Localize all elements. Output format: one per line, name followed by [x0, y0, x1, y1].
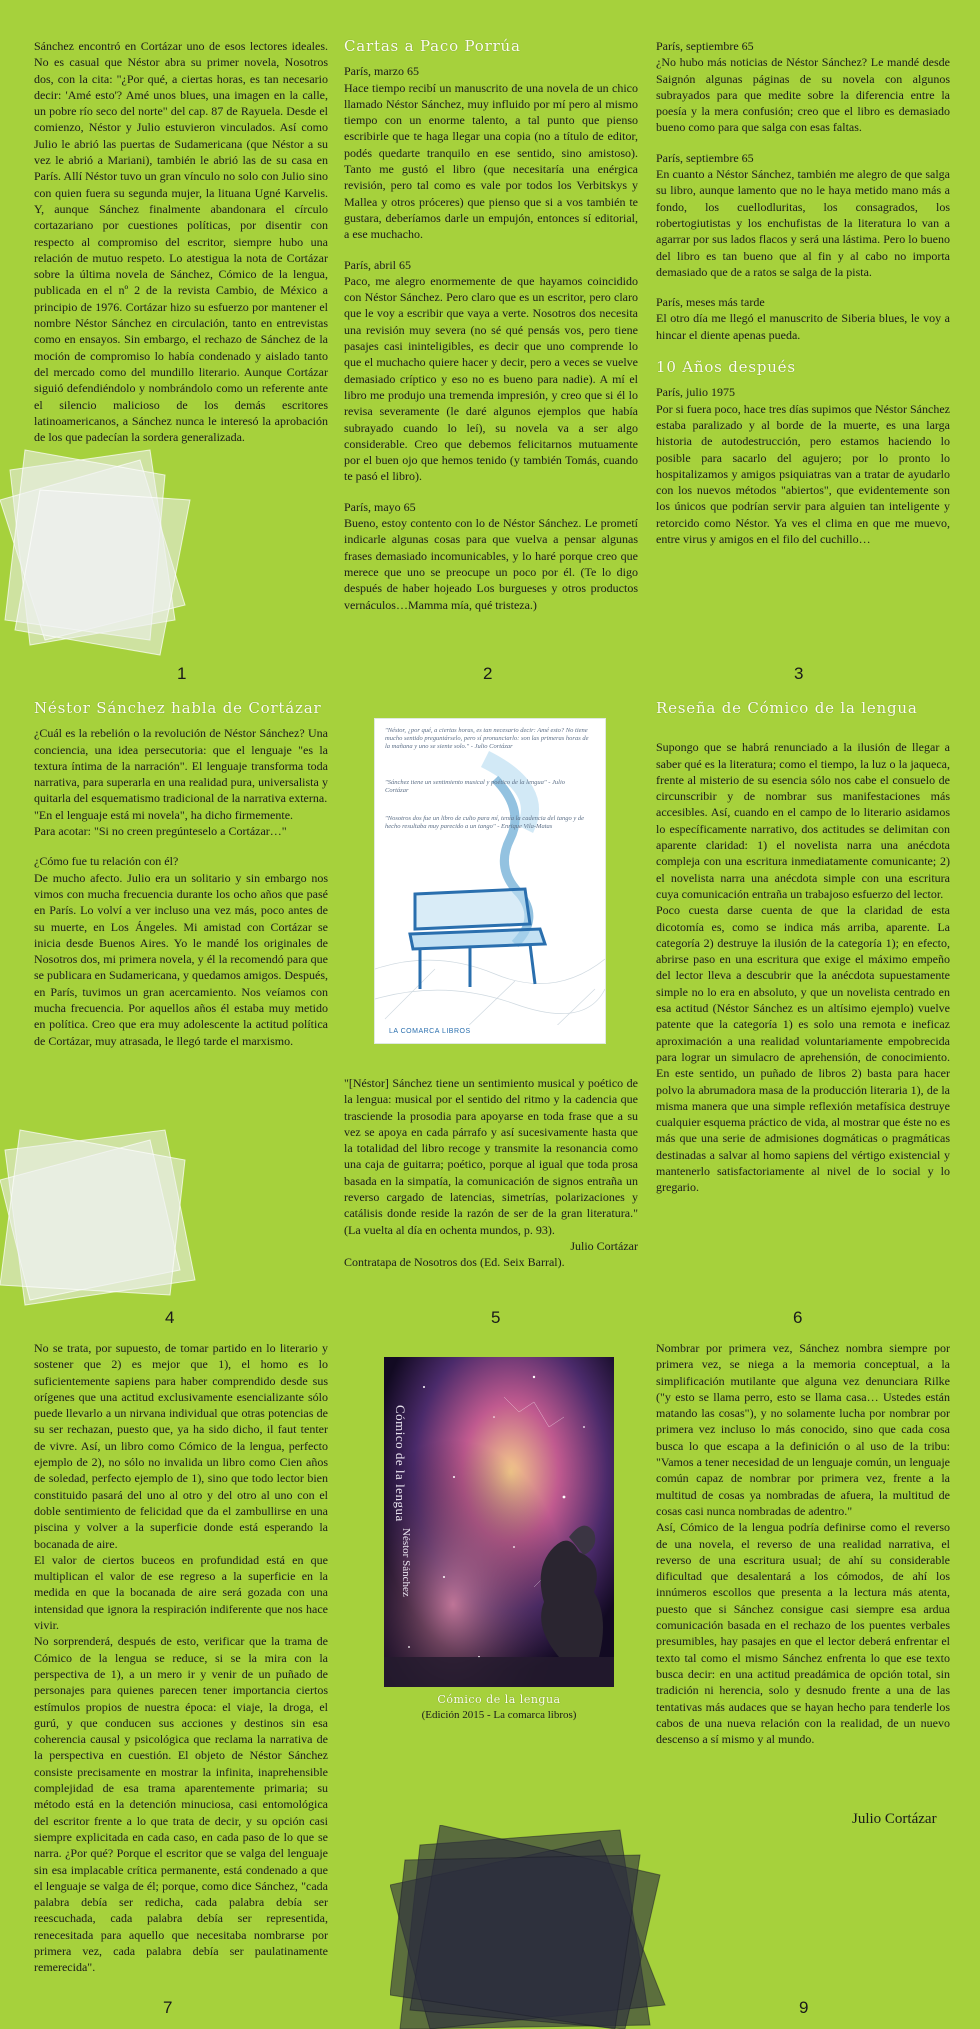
paragraph: El otro día me llegó el manuscrito de Siberia blues, le voy a hincar el diente apenas pueda.	[656, 311, 950, 342]
column-4-text	[34, 700, 328, 1049]
page-number: 3	[794, 664, 804, 683]
paragraph: ¿Cuál es la rebelión o la revolución de Néstor Sánchez? Una conciencia, una idea persecutoria: que el lenguaje "es la textura íntima de la narración". El lenguaje transforma toda narrativa, para superarla en una realidad pura, universalista y quitarla del esquematismo tradicional de la narrativa externa.	[34, 726, 328, 806]
paragraph: En cuanto a Néstor Sánchez, también me alegro de que salga su libro, aunque lamento que no le haya metido mano más a fondo, los cuellodluritas, los consagrados, los robertogiutistas y los enchufistas de la literatura lo van a agarrar por sus lados flacos y será una lástima. Pero lo bueno del libro es tan bueno que al fin y al cabo no importa demasiado que de a ratos se salga de la pista.	[656, 167, 950, 279]
paragraph: Nombrar por primera vez, Sánchez nombra siempre por primera vez, se niega a la memoria conceptual, a la simplificación mutilante que alguna vez denunciara Rilke ("y esto se llama perro, esto se llama casa… Ustedes están matando las cosas"), y no solamente lucha por nombrar por primera vez incluso lo más conocido, sino que cada cosa busca lo que escapa a la definición o al uso de la tribu: "Vamos a tener necesidad de un lenguaje común, un lenguaje común capaz de nombrar por primera vez, frente a la multitud de cosas ya nombradas de afuera, la multitud de cosas casi nunca nombradas de adentro."	[656, 1341, 950, 1518]
cover-quote: "Sánchez tiene un sentimiento musical y poético de la lengua" - Julio Cortázar	[385, 779, 566, 794]
signature: Julio Cortázar	[852, 1811, 937, 1827]
paragraph: París, marzo 65	[344, 64, 419, 79]
column-2-text	[344, 38, 638, 613]
paragraph: París, septiembre 65	[656, 150, 754, 165]
cover-caption-title: Cómico de la lengua	[437, 1693, 561, 1706]
column-5-text	[344, 1075, 638, 1271]
paragraph: "En el lenguaje está mi novela", ha dicho firmemente.	[34, 807, 294, 822]
paragraph: De mucho afecto. Julio era un solitario y sin embargo nos vimos con mucha frecuencia durante los ocho años que pasé en París. Lo volví a ver incluso una vez más, poco antes de su muerte, en Los Ángeles. Mi amistad con Cortázar se inicia desde Buenos Aires. Yo le mandé los originales de Nosotros dos, mi primera novela, y él la recomendó para que se publicara en Sudamericana, y quedamos amigos. Después, en París, tuvimos un gran acercamiento. Nos veíamos con mucha frecuencia. Por aquellos años él estaba muy metido en política. Creo que era muy adolescente la actitud política de Cortázar, muy atrasada, le llegó tarde el marxismo.	[34, 870, 328, 1048]
paragraph: ¿No hubo más noticias de Néstor Sánchez? Le mandé desde Saignón algunas páginas de su novela con algunos subrayados para que medite sobre la diferencia entre la poesía y la mera confusión; creo que el libro es demasiado bueno como para que salga con esas faltas.	[656, 55, 950, 135]
paragraph: París, meses más tarde	[656, 295, 765, 310]
paragraph: París, mayo 65	[344, 499, 416, 514]
paragraph: Sánchez encontró en Cortázar uno de esos lectores ideales. No es casual que Néstor abra su primer novela, Nosotros dos, con la cita: "¿Por qué, a ciertas horas, es tan necesario decir: 'Amé esto'? Amé unos blues, una imagen en la calle, un pobre río seco del norte" del cap. 87 de Rayuela. Desde el comienzo, Néstor y Julio estuvieron vinculados. Así como Julio le abrió las puertas de Sudamericana (que Néstor a su vez le abrió a Mariani), también le abrió las de su casa en París. Allí Néstor tuvo un gran vínculo no solo con Julio sino con quien fuera su segunda mujer, la lituana Ugné Karvelis. Y, aunque Sánchez finalmente abandonara el círculo cortazariano por cuestiones políticas, por disentir con respecto al compromiso del escritor, siempre hubo una relación de mutuo respeto. Lo atestigua la nota de Cortázar sobre la última novela de Sánchez, Cómico de la lengua, publicada en el nº 2 de la revista Cambio, de México a principio de 1976. Cortázar hizo su esfuerzo por mantener el nombre Néstor Sánchez en circulación, tanto en entrevistas como en ensayos. Sin embargo, el rechazo de Sánchez de la moción de compromiso lo había condenado y aislado tanto del mercado como del mundillo literario. Aunque Cortázar siguió defendiéndolo y nombrándolo como un referente ante el silencio malicioso de los demás escritores latinoamericanos, a Sánchez nunca le interesó la aprobación de los que padecían la sordera generalizada.	[34, 39, 328, 445]
paragraph: Poco cuesta darse cuenta de que la claridad de esta dicotomía es, como se indica más arriba, aparente. La categoría 2) destruye la ilusión de la categoría 1); en efecto, abrirse paso en una escritura que exige el máximo empeño del lector lleva a descubrir que la anécdota supuestamente simple no lo era en absoluto, y que un novelista centrado en esa actitud (Néstor Sánchez es un altísimo ejemplo) vuelve patente que la categoría 1) es solo una remota e ineficaz aproximación a una realidad voluntariamente empobrecida para lograr un simulacro de aprehensión, de conocimiento. En este sentido, un puñado de libros 2) basta para hacer polvo la abrumadora masa de la producción literaria 1), de la misma manera que una simple reflexión metafísica destruye cualquier esquema práctico de vida, al mostrar que éste no es más que una serie de admisiones dogmáticas o pragmáticas destinadas a salvar al homo sapiens del vértigo existencial y mantenerlo satisfactoriamente al nivel de lo social y lo gregario.	[656, 903, 950, 1195]
column-7-text	[34, 1340, 328, 1976]
column-6-text	[656, 700, 950, 1196]
page-number: 6	[793, 1308, 803, 1327]
paragraph: París, abril 65	[344, 257, 411, 272]
section-heading: Reseña de Cómico de la lengua	[656, 699, 918, 717]
book-cover-comico-de-la-lengua	[384, 1357, 614, 1687]
cover-quote: "Néstor, ¿por qué, a ciertas horas, es tan necesario decir: Amé esto? No tiene mucho sentido preguntárselo, pero sí pronunciarlo: son las primeras horas de la mañana y uno se siente solo." - Julio Cortázar	[385, 727, 589, 750]
paragraph: Hace tiempo recibí un manuscrito de una novela de un chico llamado Néstor Sánchez, muy influido por mí pero al mismo tiempo con un enorme talento, a tal punto que pienso escribirle que te haga llegar una copia (no a título de editor, podés quedarte tranquilo en ese sentido, sino amistoso). Tanto me gustó el libro (que necesitaría una enérgica revisión, pero tal como es vale por todos los Verbitskys y Mallea y otros próceres) que pienso que si a vos también te gustara, deberíamos darle un empujón, entonces sí editorial, a ese muchacho.	[344, 80, 638, 242]
column-3-text	[656, 38, 950, 547]
book-cover-nosotros-dos	[374, 718, 606, 1044]
paragraph: Bueno, estoy contento con lo de Néstor Sánchez. Le prometí indicarle algunas cosas para que vuelva a pensar algunas frases demasiado incomunicables, y lo haré porque creo que merece que uno se preocupe un poco por él. (Te lo digo después de haber hojeado Los burgueses y otros productos vernáculos…Mamma mía, qué tristeza.)	[344, 516, 638, 612]
page-number: 9	[799, 1998, 809, 2017]
paragraph: Paco, me alegro enormemente de que hayamos coincidido con Néstor Sánchez. Pero claro que es un escritor, pero claro que le voy a escribir que vaya a verte. Nosotros dos necesita una revisión muy severa (no sé qué pensás vos, pero tiene pasajes casi ininteligibles, es decir que uno comprende lo que el muchacho quiere hacer y decir, pero a veces se vuelve demasiado críptico y eso no es bueno para nadie). A mí el libro me produjo una tremenda impresión, y creo que si él lo revisa severamente (le daré algunos ejemplos que había subrayado cuando lo leí), su novela va a ser algo considerable. Creo que debemos felicitarnos mutuamente por el buen ojo que hemos tenido (y también Tomás, cuando te pasó el libro).	[344, 273, 638, 484]
paragraph: No sorprenderá, después de esto, verificar que la trama de Cómico de la lengua se reduce, si se la mira con la perspectiva de 1), a un mero ir y venir de un puñado de personajes para quienes parecen tener importancia ciertos estímulos propios de nuestra época: el viaje, la droga, el gurú, y que conducen sus acciones y destinos sin esa coherencia causal y psicológica que reclama la narrativa de la perspectiva en cuestión. El objeto de Néstor Sánchez consiste precisamente en mostrar la infinita, inaprehensible complejidad de esa trama aparentemente primaria; su método está en la detención minuciosa, casi entomológica del escritor frente a lo que trata de decir, y su opción casi siempre explicitada en cada caso, en cada paso de lo que se narra. ¿Por qué? Porque el escritor que se valga del lenguaje sin esa implacable crítica permanente, está condenado a que el lenguaje se valga de él; porque, como dice Sánchez, "cada palabra debía ser redicha, cada palabra debía ser reescuchada, cada palabra debía ser representida, renecesitada para aquello que necesitaba nombrarse por primera vez, cada palabra debía ser paulatinamente remerecida".	[34, 1634, 328, 1975]
paragraph: París, septiembre 65	[656, 39, 754, 53]
column-9-text	[656, 1340, 950, 1747]
cover-illustration	[375, 719, 605, 1043]
section-heading: 10 Años después	[656, 358, 796, 377]
paragraph: El valor de ciertos buceos en profundidad está en que multiplican el valor de ese regreso a la superficie en la medida en que la bocanada de aire será gozada con una intensidad que ignora la respiración indiferente que nos hace vivir.	[34, 1552, 328, 1633]
paper-stack-decoration-bottom	[390, 1825, 670, 2029]
paragraph: Así, Cómico de la lengua podría definirse como el reverso de una novela, el reverso de una realidad narrativa, el reverso de una escritura usual; de ahí su considerable dificultad que desalentará a los cómodos, de ahí los innúmeros escollos que presenta a la lectura más atenta, puesto que si Sánchez consigue casi siempre esa ardua comunicación basada en el rechazo de los puentes verbales presumibles, hay pasajes en que el lector deberá enfrentar el texto tal como el mismo Sánchez enfrenta lo que ese texto busca decir: en una actitud preadámica de opción total, sin tradición ni herencia, solo y desnudo frente a una de las tentativas más audaces que se hayan hecho para tenderle los cabos de una nueva relación con la realidad, de un nuevo descenso a sí mismo y al mundo.	[656, 1520, 950, 1747]
paragraph: Para acotar: "Si no creen pregúnteselo a Cortázar…"	[34, 824, 287, 839]
cover-author-vertical: Néstor Sánchez	[400, 1528, 412, 1597]
paper-stack-decoration-middle	[0, 1120, 200, 1310]
page-number: 1	[177, 664, 187, 683]
cover-nebula-illustration	[384, 1357, 614, 1687]
column-1-text	[34, 38, 328, 445]
page-number: 5	[491, 1308, 501, 1327]
publisher-logo: LA COMARCA LIBROS	[389, 1028, 471, 1035]
cover-caption-edition: (Edición 2015 - La comarca libros)	[421, 1709, 577, 1721]
page-number: 4	[165, 1308, 175, 1327]
section-heading: Néstor Sánchez habla de Cortázar	[34, 699, 322, 717]
section-heading: Cartas a Paco Porrúa	[344, 37, 521, 55]
page-number: 2	[483, 664, 493, 683]
paragraph: No se trata, por supuesto, de tomar partido en lo literario y sostener que 2) es mejor que 1), el homo es lo suficientemente sapiens para haber comprendido desde sus orígenes que una actitud exclusivamente esencializante sólo puede llevarlo a un nirvana individual que otras potencias de su ser rechazan, puesto que, ya ha sido dicho, il faut tenter de vivre. Así, un libro como Cómico de la lengua, perfecto ejemplo de 2), no sólo no invalida un libro como Cien años de soledad, perfecto ejemplo de 1), sino que todo lector bien constituido pasará del uno al otro y del otro al uno con el doble sentimiento de felicidad que da el zambullirse en una piscina y volver a la superficie donde está esperando la bocanada de aire.	[34, 1341, 328, 1551]
paragraph: París, julio 1975	[656, 385, 736, 400]
quote-signature: Julio Cortázar	[570, 1238, 638, 1253]
paragraph: Supongo que se habrá renunciado a la ilusión de llegar a saber qué es la literatura; como el tiempo, la luz o la jaqueca, frente al misterio de su esencia sólo nos cabe el consuelo de circunscribir y de nombrar sus manifestaciones más accesibles. Así, cuando en el campo de lo literario asidamos lo específicamente narrativo, dos actitudes se delimitan con aparente claridad: 1) el novelista narra una anécdota compleja con una escritura inmediatamente comunicante; 2) el novelista narra una anécdota simple con una escritura cuya comunicación entraña un trabajoso esfuerzo del lector.	[656, 740, 950, 901]
cover-title-vertical: Cómico de la lengua	[393, 1405, 408, 1522]
quote-source: Contratapa de Nosotros dos (Ed. Seix Barral).	[344, 1255, 565, 1270]
paragraph: ¿Cómo fue tu relación con él?	[34, 854, 179, 869]
paragraph: Por si fuera poco, hace tres días supimos que Néstor Sánchez estaba paralizado y al borde de la muerte, es una larga historia de autodestrucción, pero estamos haciendo lo posible para sacarlo del agujero; por lo pronto lo hospitalizamos y amigos psiquiatras van a tratar de ayudarlo con los nuevos métodos "abiertos", que evidentemente son los únicos que podrían servir para alguien tan inteligente y retorcido como Néstor. Ya ves el clima en que me muevo, entre virus y amigos en el filo del cuchillo…	[656, 401, 950, 547]
cover-quote: "Nosotros dos fue un libro de culto para mí, tenía la cadencia del tango y de hecho resultaba muy parecido a un tango" - Enrique Vila-Matas	[385, 815, 585, 830]
paper-stack-decoration-top	[0, 430, 200, 660]
page-number: 7	[163, 1998, 173, 2017]
quote-paragraph: "[Néstor] Sánchez tiene un sentimiento musical y poético de la lengua: musical por el sentido del ritmo y la cadencia que trasciende la prosodia para apoyarse en toda frase que a su vez se apoya en cada párrafo y así sucesivamente hasta que la totalidad del libro recoge y transmite la resonancia como una caja de guitarra; poético, porque al igual que toda prosa basada en la simpatía, la comunicación de signos entraña un reverso cargado de latencias, simetrías, polarizaciones y catálisis donde reside la razón de ser de la gran literatura." (La vuelta al día en ochenta mundos, p. 93).	[344, 1076, 638, 1237]
